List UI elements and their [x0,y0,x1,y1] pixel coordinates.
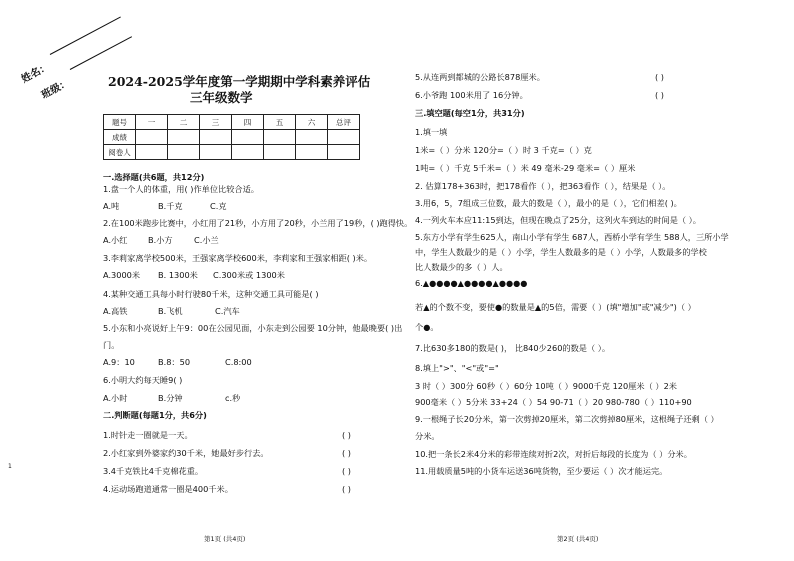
margin-mark: 1 [8,463,12,470]
fill-6-question: 若▲的个数不变，要使●的数量是▲的5倍，需要（ ）(填"增加"或"减少")（ ） [415,302,696,312]
score-cell[interactable] [232,130,264,145]
question-1: 1.盘一个人的体重，用( )作单位比较合适。 [103,184,259,194]
q4-option-b[interactable]: B.飞机 [158,306,183,316]
q6-option-c[interactable]: c.秒 [225,393,241,403]
page-footer-right: 第2页 (共4页) [557,535,599,543]
q5-option-b[interactable]: B.8：50 [158,357,191,367]
fill-10: 10.把一条长2米4分米的彩带连续对折2次，对折后每段的长度为（ ）分米。 [415,449,692,459]
judge-1: 1.时针走一圈就是一天。 [103,430,193,440]
judge-3-answer[interactable]: ( ) [342,466,351,476]
fill-2: 2. 估算178+363时，把178看作（ ），把363看作（ ），结果是（ ）。 [415,181,671,191]
fill-1-heading: 1.填一填 [415,127,448,137]
fill-9-line-1: 9.一根绳子长20分米，第一次剪掉20厘米，第二次剪掉80厘米，这根绳子还剩（ ） [415,414,719,424]
fill-5-line-1: 5.东方小学有学生625人，南山小学有学生 687人，西桥小学有学生 588人，三所小学 [415,232,729,242]
q4-option-a[interactable]: A.高铁 [103,306,128,316]
question-3: 3.李莉家离学校500米，王强家离学校600米，李莉家和王强家相距( )米。 [103,253,373,263]
q6-option-b[interactable]: B.分钟 [158,393,183,403]
score-table [103,114,360,160]
judge-5-answer[interactable]: ( ) [655,72,664,82]
grader-cell[interactable] [232,145,264,160]
q1-option-b[interactable]: B.千克 [158,201,183,211]
q2-option-c[interactable]: C.小兰 [194,235,219,245]
section-fill: 三.填空题(每空1分，共31分) [415,108,525,118]
question-4: 4.某种交通工具每小时行驶80千米，这种交通工具可能是( ) [103,289,319,299]
judge-4-answer[interactable]: ( ) [342,484,351,494]
header-cell: 二 [168,115,200,130]
score-cell[interactable] [296,130,328,145]
header-cell: 六 [296,115,328,130]
exam-subtitle: 三年级数学 [190,90,253,105]
score-cell[interactable] [200,130,232,145]
grader-cell[interactable] [200,145,232,160]
grader-cell[interactable] [296,145,328,160]
fill-6-shapes: 6.▲●●●●▲●●●●▲●●●● [415,278,528,288]
header-cell: 五 [264,115,296,130]
score-cell[interactable] [328,130,360,145]
name-line [50,17,121,55]
header-cell: 三 [200,115,232,130]
score-cell[interactable] [168,130,200,145]
fill-3: 3.用6，5，7组成三位数，最大的数是（ ），最小的是（ ），它们相差( )。 [415,198,682,208]
q3-option-b[interactable]: B. 1300米 [158,270,198,280]
fill-4: 4.一列火车本应11:15到达，但现在晚点了25分，这列火车到达的时间是（ ）。 [415,215,701,225]
question-2: 2.在100米跑步比赛中，小红用了21秒，小方用了20秒，小兰用了19秒，( )跑得快。 [103,218,413,228]
q4-option-c[interactable]: C.汽车 [215,306,240,316]
fill-5-line-2: 中，学生人数最少的是（ ）小学，学生人数最多的是（ ）小学，人数最多的学校 [415,247,707,257]
question-5: 5.小东和小亮说好上午9：00在公园见面，小东走到公园要 10分钟，他最晚要( )出 [103,323,403,333]
class-label: 班级： [39,77,72,102]
grader-cell[interactable] [168,145,200,160]
question-5-cont: 门。 [103,340,120,350]
grader-cell[interactable] [328,145,360,160]
q2-option-a[interactable]: A.小红 [103,235,128,245]
q1-option-c[interactable]: C.克 [210,201,227,211]
header-cell: 四 [232,115,264,130]
name-label: 姓名： [19,61,52,86]
grader-cell[interactable] [264,145,296,160]
judge-1-answer[interactable]: ( ) [342,430,351,440]
judge-2: 2.小红家到外婆家约30千米，她最好步行去。 [103,448,269,458]
fill-7: 7.比630多180的数是( )， 比840少260的数是（ ）。 [415,343,611,353]
grader-cell[interactable] [136,145,168,160]
score-row [104,130,360,145]
page-footer-left: 第1页 (共4页) [204,535,246,543]
score-cell[interactable] [264,130,296,145]
header-cell: 一 [136,115,168,130]
fill-11: 11.用载质量5吨的小货车运送36吨货物，至少要运（ ）次才能运完。 [415,466,668,476]
score-table-header-row [104,115,360,130]
question-6: 6.小明大约每天睡9( ) [103,375,183,385]
fill-8-heading: 8.填上">"、"<"或"=" [415,363,499,373]
header-cell: 总评 [328,115,360,130]
judge-6: 6.小爷跑 100米用了 16分钟。 [415,90,528,100]
section-judge: 二.判断题(每题1分，共6分) [103,410,207,420]
q3-option-c[interactable]: C.300米或 1300米 [213,270,285,280]
fill-1-row-2: 1吨=（ ）千克 5千米=（ ）米 49 毫米-29 毫米=（ ）厘米 [415,163,636,173]
judge-5: 5.从连两到都城的公路长878厘米。 [415,72,545,82]
fill-1-row-1: 1米=（ ）分米 120分=（ ）时 3 千克=（ ）克 [415,145,592,155]
q6-option-a[interactable]: A.小时 [103,393,128,403]
score-cell[interactable] [136,130,168,145]
grader-row [104,145,360,160]
section-choice: 一.选择题(共6题，共12分) [103,172,205,182]
judge-6-answer[interactable]: ( ) [655,90,664,100]
fill-5-line-3: 比人数最少的多（ ）人。 [415,262,508,272]
q2-option-b[interactable]: B.小方 [148,235,173,245]
judge-2-answer[interactable]: ( ) [342,448,351,458]
row-label: 成绩 [104,130,136,145]
fill-8-row-2: 900毫米（ ）5分米 33+24（ ）54 90-71（ ）20 980-780（ ）110+90 [415,397,692,407]
class-line [70,36,132,70]
fill-9-line-2: 分米。 [415,431,440,441]
row-label: 阅卷人 [104,145,136,160]
fill-6-cont: 个●。 [415,322,439,332]
fill-8-row-1: 3 时（ ）300分 60秒（ ）60分 10吨（ ）9000千克 120厘米（ ）2米 [415,381,677,391]
q3-option-a[interactable]: A.3000米 [103,270,141,280]
q1-option-a[interactable]: A.吨 [103,201,120,211]
q5-option-a[interactable]: A.9：10 [103,357,135,367]
judge-4: 4.运动场跑道通常一圈是400千米。 [103,484,233,494]
exam-title: 2024-2025学年度第一学期期中学科素养评估 [108,74,371,89]
header-cell: 题号 [104,115,136,130]
judge-3: 3.4千克铁比4千克棉花重。 [103,466,204,476]
q5-option-c[interactable]: C.8:00 [225,357,252,367]
